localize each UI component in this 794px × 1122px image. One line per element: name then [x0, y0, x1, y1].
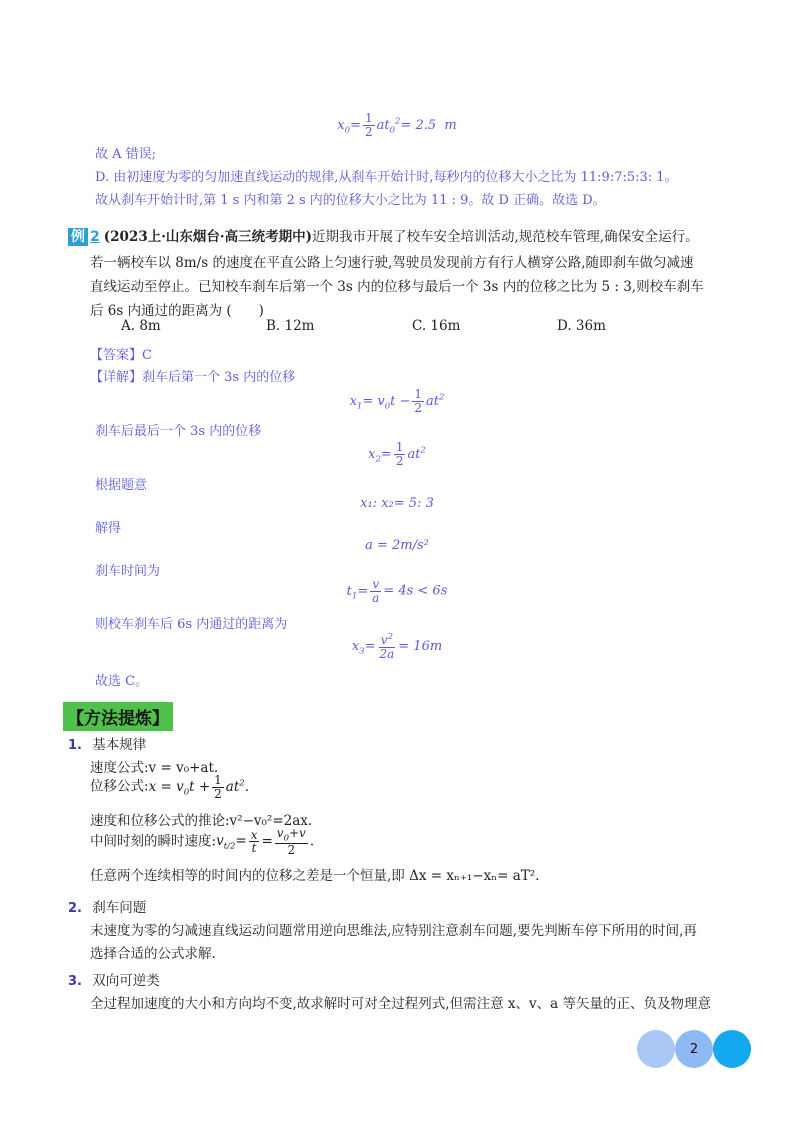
formula-x3: $x_3=$ $\frac{v^2}{2a}$ = 16m — [351, 632, 443, 661]
displacement-formula: 位移公式:x = $v_0t$ + $\frac{1}{2}$ $at^2$. — [90, 773, 249, 801]
velocity-formula: 速度公式:v = v₀+at. — [90, 760, 219, 776]
item-number: 2. — [68, 901, 82, 916]
brake-line-1: 末速度为零的匀减速直线运动问题常用逆向思维法,应特别注意刹车问题,要先判断车停下所用的时间,再 — [90, 923, 697, 939]
method-section-title — [63, 702, 173, 731]
item-title: 基本规律 — [92, 737, 147, 753]
choice-a: A. 8m — [121, 318, 161, 334]
text-distance: 则校车刹车后 6s 内通过的距离为 — [95, 617, 288, 632]
example-header — [68, 225, 699, 246]
item-number: 3. — [68, 974, 82, 989]
method-item-1 — [68, 733, 146, 753]
item-title: 双向可逆类 — [92, 973, 160, 989]
example-number: 2 — [90, 229, 100, 245]
midtime-formula: 中间时刻的瞬时速度$:v_{t/2}=$ $\frac{x}{t}$ = $\frac{v_0+v}{2}$ . — [90, 826, 315, 858]
page-number: 2 — [675, 1030, 713, 1068]
formula-t1: $t_1=$ $\frac{v}{a}$ = 4s < 6s — [346, 577, 448, 605]
question-line-4: 后 6s 内通过的距离为 ( ) — [90, 303, 264, 319]
example-source: (2023上·山东烟台·高三统考期中) — [103, 229, 312, 245]
question-line-1: 近期我市开展了校车安全培训活动,规范校车管理,确保安全运行。 — [312, 229, 699, 245]
question-line-2: 若一辆校车以 8m/s 的速度在平直公路上匀速行驶,驾驶员发现前方有行人横穿公路,随即刹车做匀减速 — [90, 255, 694, 271]
text-choose: 故选 C。 — [95, 674, 149, 689]
choice-c: C. 16m — [412, 318, 461, 334]
method-title-text: 【方法提炼】 — [63, 702, 173, 731]
midtime-label: 中间时刻的瞬时速度: — [90, 833, 217, 850]
detail-label: 【详解】刹车后第一个 3s 内的位移 — [90, 370, 296, 385]
a-formula: a = 2m/s² — [365, 538, 429, 553]
difference-formula: 任意两个连续相等的时间内的位移之差是一个恒量,即 Δx = xₙ₊₁−xₙ= aT². — [90, 868, 540, 884]
text-brake-time: 刹车时间为 — [95, 564, 161, 579]
displacement-label: 位移公式: — [90, 778, 149, 795]
brake-line-2: 选择合适的公式求解. — [90, 946, 216, 962]
method-item-2 — [68, 896, 146, 916]
solution-line-a-wrong: 故 A 错误; — [95, 147, 157, 162]
top-formula: $x_0=$ $\frac{1}{2}$ $at_0^2= 2.5$ m — [337, 111, 457, 139]
text-last-3s: 刹车后最后一个 3s 内的位移 — [95, 424, 262, 439]
choice-d: D. 36m — [557, 318, 606, 334]
text-solve: 解得 — [95, 521, 122, 536]
item-number: 1. — [68, 738, 82, 753]
formula-x2: $x_2=$ $\frac{1}{2}$ $at^2$ — [368, 440, 426, 468]
page-circle-right — [713, 1030, 751, 1068]
solution-line-d-rule: D. 由初速度为零的匀加速直线运动的规律,从刹车开始计时,每秒内的位移大小之比为 11:9:7:5:3: 1。 — [95, 170, 678, 185]
inference-formula: 速度和位移公式的推论:v²−v₀²=2ax. — [90, 813, 313, 829]
question-line-3: 直线运动至停止。已知校车刹车后第一个 3s 内的位移与最后一个 3s 内的位移之比为 5 : 3,则校车刹车 — [90, 279, 704, 295]
example-tag: 例 — [68, 228, 88, 246]
solution-line-d-conclusion: 故从刹车开始计时,第 1 s 内和第 2 s 内的位移大小之比为 11 : 9。故 D 正确。故选 D。 — [95, 193, 606, 208]
reversible-line-1: 全过程加速度的大小和方向均不变,故求解时可对全过程列式,但需注意 x、v、a 等矢量的正、负及物理意 — [90, 996, 711, 1012]
method-item-3 — [68, 969, 160, 989]
formula-x1: $x_1= v_0t$ − $\frac{1}{2}$ $at^2$ — [349, 387, 445, 415]
page-circle-left — [637, 1030, 675, 1068]
choice-b: B. 12m — [266, 318, 315, 334]
text-by-question: 根据题意 — [95, 478, 148, 493]
item-title: 刹车问题 — [92, 900, 147, 916]
ratio-formula: x₁: x₂= 5: 3 — [360, 496, 434, 511]
answer-label: 【答案】C — [90, 348, 152, 363]
